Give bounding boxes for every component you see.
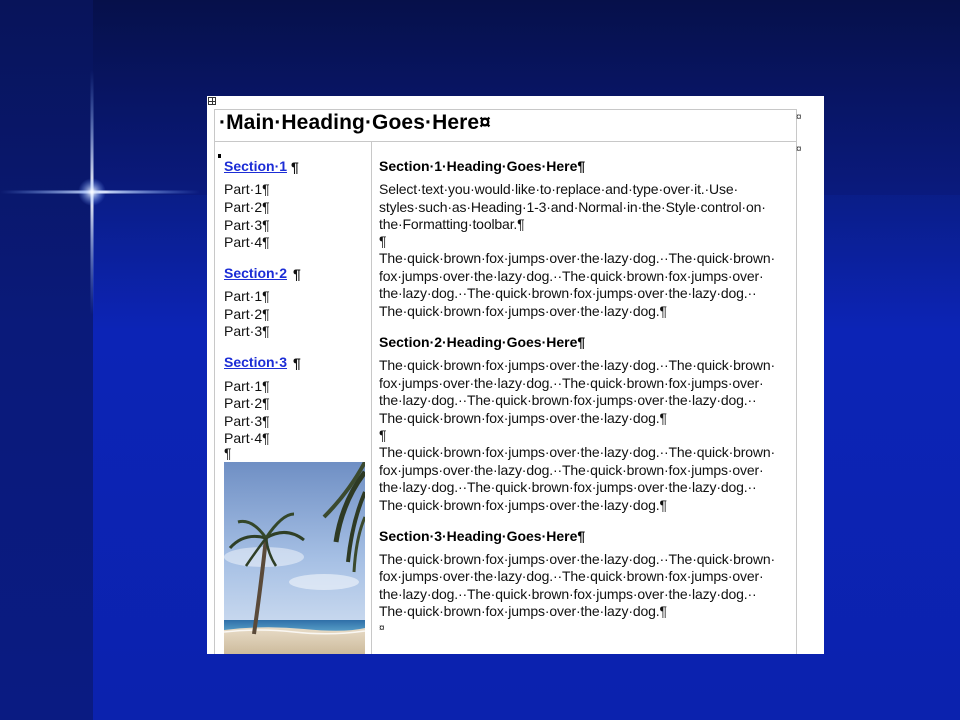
body-text-line[interactable]: The·quick·brown·fox·jumps·over·the·lazy·dog.··The·quick·brown· xyxy=(379,444,776,460)
end-of-cell-mark: ¤ xyxy=(379,623,385,634)
end-of-row-mark: ¤ xyxy=(796,144,802,155)
section-heading[interactable]: Section·1·Heading·Goes·Here¶ xyxy=(379,158,586,174)
table-row-divider xyxy=(214,141,797,142)
table-top-border xyxy=(214,109,797,110)
body-text-line[interactable]: The·quick·brown·fox·jumps·over·the·lazy·dog.¶ xyxy=(379,497,667,513)
body-text-line[interactable]: the·lazy·dog.··The·quick·brown·fox·jumps·over·the·lazy·dog.·· xyxy=(379,285,757,301)
section-heading[interactable]: Section·2·Heading·Goes·Here¶ xyxy=(379,334,586,350)
paragraph-dot-mark xyxy=(218,154,221,158)
table-column-divider xyxy=(371,141,372,654)
body-text-line[interactable]: the·lazy·dog.··The·quick·brown·fox·jumps·over·the·lazy·dog.·· xyxy=(379,392,757,408)
body-text-line[interactable]: The·quick·brown·fox·jumps·over·the·lazy·dog.··The·quick·brown· xyxy=(379,551,776,567)
section-heading[interactable]: Section·3·Heading·Goes·Here¶ xyxy=(379,528,586,544)
body-text-line[interactable]: the·Formatting·toolbar.¶ xyxy=(379,216,525,232)
body-text-line[interactable]: The·quick·brown·fox·jumps·over·the·lazy·dog.¶ xyxy=(379,303,667,319)
toc-pilcrow: ¶ xyxy=(291,159,299,175)
body-text-line[interactable]: The·quick·brown·fox·jumps·over·the·lazy·dog.¶ xyxy=(379,410,667,426)
body-text-line[interactable]: styles·such·as·Heading·1-3·and·Normal·in·the·Style·control·on· xyxy=(379,199,766,215)
toc-trailing-pilcrow: ¶ xyxy=(224,445,232,461)
beach-palm-tree-photo[interactable] xyxy=(224,462,365,654)
toc-part-item: Part·2¶ xyxy=(224,306,270,322)
toc-part-item: Part·1¶ xyxy=(224,181,270,197)
body-text-line[interactable]: fox·jumps·over·the·lazy·dog.··The·quick·brown·fox·jumps·over· xyxy=(379,375,764,391)
toc-part-item: Part·4¶ xyxy=(224,234,270,250)
toc-part-item: Part·3¶ xyxy=(224,413,270,429)
toc-part-item: Part·2¶ xyxy=(224,395,270,411)
document-page xyxy=(207,96,824,654)
toc-link-label: Section·3 xyxy=(224,354,288,370)
toc-part-item: Part·3¶ xyxy=(224,323,270,339)
toc-part-item: Part·1¶ xyxy=(224,288,270,304)
toc-link-label: Section·2 xyxy=(224,265,288,281)
body-text-line[interactable]: the·lazy·dog.··The·quick·brown·fox·jumps·over·the·lazy·dog.·· xyxy=(379,479,757,495)
end-of-row-mark: ¤ xyxy=(796,112,802,123)
toc-link-label: Section·1 xyxy=(224,158,288,174)
body-text-line[interactable]: The·quick·brown·fox·jumps·over·the·lazy·dog.··The·quick·brown· xyxy=(379,357,776,373)
main-heading[interactable]: ·Main·Heading·Goes·Here¤ xyxy=(219,111,491,134)
toc-pilcrow: ¶ xyxy=(293,355,301,371)
toc-pilcrow: ¶ xyxy=(293,266,301,282)
body-text-line[interactable]: fox·jumps·over·the·lazy·dog.··The·quick·brown·fox·jumps·over· xyxy=(379,462,764,478)
table-right-border xyxy=(796,109,797,654)
body-text-line[interactable]: Select·text·you·would·like·to·replace·and·type·over·it.·Use· xyxy=(379,181,739,197)
toc-part-item: Part·2¶ xyxy=(224,199,270,215)
body-text-line[interactable]: ¶ xyxy=(379,427,387,443)
body-text-line[interactable]: the·lazy·dog.··The·quick·brown·fox·jumps·over·the·lazy·dog.·· xyxy=(379,586,757,602)
body-text-line[interactable]: fox·jumps·over·the·lazy·dog.··The·quick·brown·fox·jumps·over· xyxy=(379,268,764,284)
body-text-line[interactable]: fox·jumps·over·the·lazy·dog.··The·quick·brown·fox·jumps·over· xyxy=(379,568,764,584)
body-text-line[interactable]: The·quick·brown·fox·jumps·over·the·lazy·dog.··The·quick·brown· xyxy=(379,250,776,266)
table-left-border xyxy=(214,109,215,654)
body-text-line[interactable]: The·quick·brown·fox·jumps·over·the·lazy·dog.¶ xyxy=(379,603,667,619)
toc-link-section-1[interactable] xyxy=(224,158,287,174)
background-left-band xyxy=(0,0,93,720)
toc-part-item: Part·1¶ xyxy=(224,378,270,394)
toc-part-item: Part·3¶ xyxy=(224,217,270,233)
body-text-line[interactable]: ¶ xyxy=(379,233,387,249)
toc-part-item: Part·4¶ xyxy=(224,430,270,446)
table-move-handle-icon[interactable] xyxy=(208,97,216,105)
toc-link-section-3[interactable] xyxy=(224,354,287,370)
toc-link-section-2[interactable] xyxy=(224,265,287,281)
